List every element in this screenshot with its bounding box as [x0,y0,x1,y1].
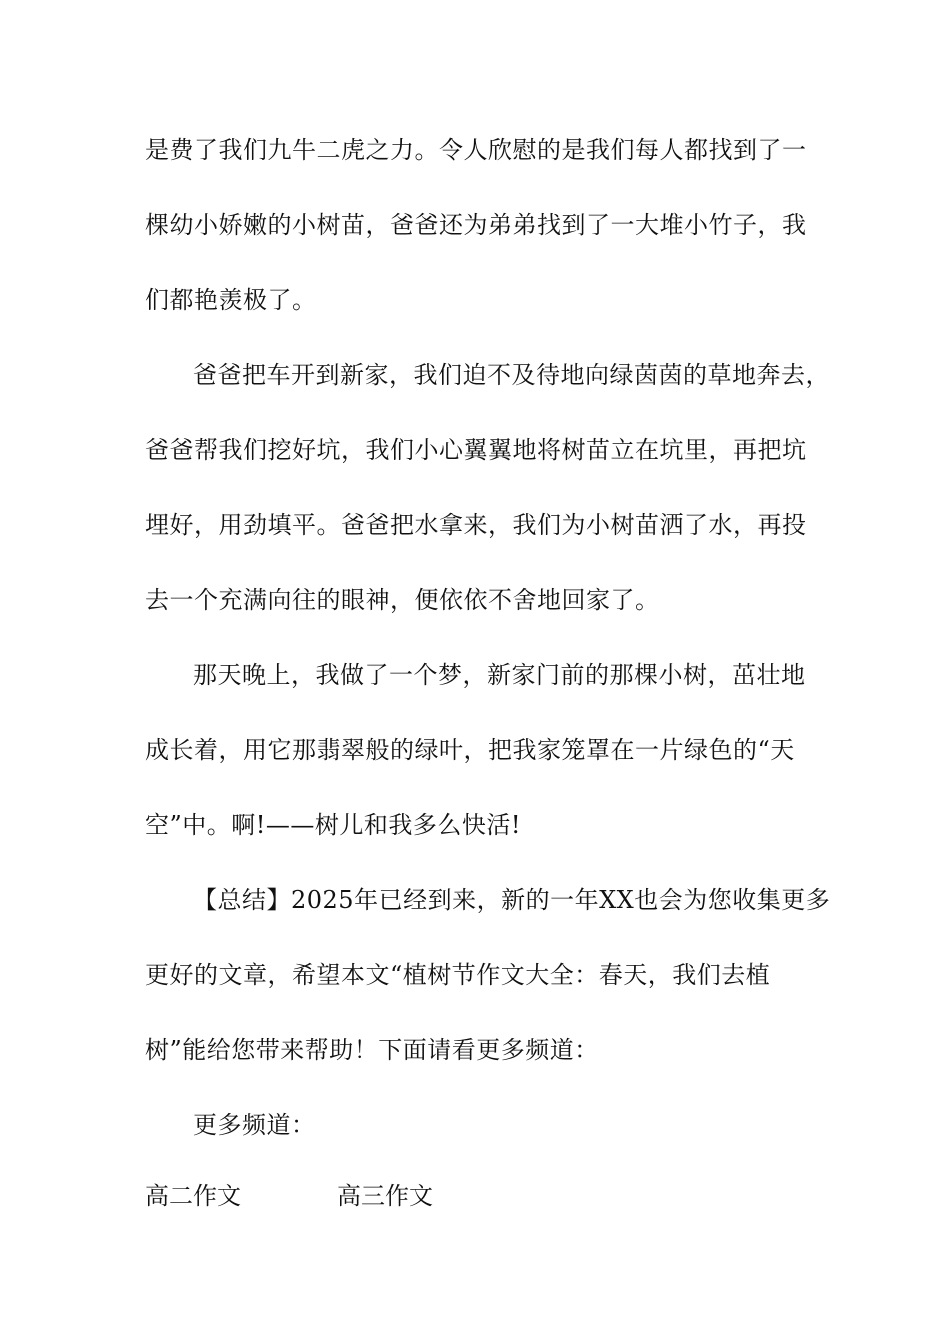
paragraph-line: 爸爸把车开到新家，我们迫不及待地向绿茵茵的草地奔去， [193,361,830,389]
more-channels-heading: 更多频道： [193,1111,316,1139]
channel-link-gao3[interactable]: 高三作文 [337,1182,433,1210]
paragraph-line: 空”中。啊!——树儿和我多么快活! [145,811,522,839]
summary-line: 树”能给您带来帮助！下面请看更多频道： [145,1036,599,1064]
paragraph-line: 爸爸帮我们挖好坑，我们小心翼翼地将树苗立在坑里，再把坑 [145,436,807,464]
paragraph-line: 去一个充满向往的眼神，便依依不舍地回家了。 [145,586,660,614]
paragraph-line: 们都艳羡极了。 [145,286,317,314]
paragraph-line: 棵幼小娇嫩的小树苗，爸爸还为弟弟找到了一大堆小竹子，我 [145,211,807,239]
paragraph-line: 埋好，用劲填平。爸爸把水拿来，我们为小树苗洒了水，再投 [145,511,807,539]
paragraph-line: 是费了我们九牛二虎之力。令人欣慰的是我们每人都找到了一 [145,136,807,164]
summary-line: 更好的文章，希望本文“植树节作文大全：春天，我们去植 [145,961,771,989]
paragraph-line: 成长着，用它那翡翠般的绿叶，把我家笼罩在一片绿色的“天 [145,736,795,764]
summary-line: 【总结】2025年已经到来，新的一年XX也会为您收集更多 [193,886,831,914]
channel-links [145,1180,433,1212]
paragraph-line: 那天晚上，我做了一个梦，新家门前的那棵小树，茁壮地 [193,661,806,689]
channel-link-gao2[interactable]: 高二作文 [145,1182,241,1210]
